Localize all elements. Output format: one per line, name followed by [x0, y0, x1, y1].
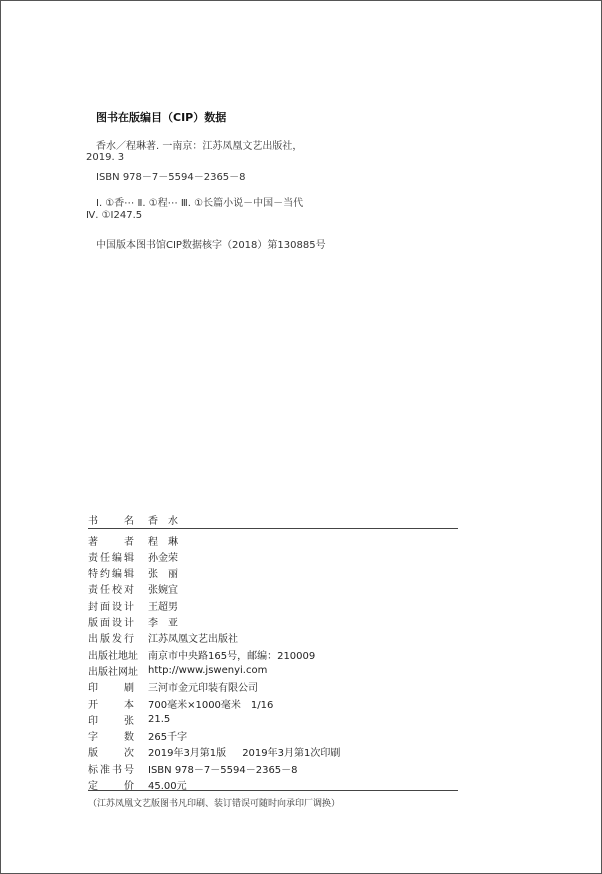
colophon-row-label: 字 数 [88, 732, 134, 744]
colophon-row [88, 581, 178, 597]
colophon-row-label: 印 张 [88, 715, 134, 727]
colophon-row-label: 著 者 [88, 536, 134, 548]
colophon-row-label: 责任编辑 [88, 552, 134, 564]
colophon-row [88, 548, 178, 564]
colophon-row-value: http://www.jswenyi.com [148, 664, 268, 676]
colophon-row-label: 特约编辑 [88, 569, 134, 581]
colophon-row-value: 江苏凤凰文艺出版社 [148, 634, 238, 646]
colophon-row [88, 695, 273, 711]
colophon-row-label: 版 次 [88, 748, 134, 760]
colophon-row [88, 532, 178, 548]
colophon-title-label: 书 名 [88, 515, 134, 527]
colophon-row-value: 王超男 [148, 601, 178, 613]
colophon-row [88, 565, 178, 581]
cip-entry-line-1: 香水／程琳著. 一南京：江苏凤凰文艺出版社， [96, 141, 303, 152]
cip-isbn: ISBN 978－7－5594－2365－8 [96, 172, 246, 183]
colophon-row [88, 760, 298, 776]
colophon-row [88, 728, 187, 744]
colophon-row-value: 265千字 [148, 732, 188, 744]
colophon-row-value: 张婉宜 [148, 585, 178, 597]
colophon-row [88, 744, 340, 760]
colophon-row-label: 定 价 [88, 781, 134, 792]
colophon-row-label: 出版发行 [88, 634, 134, 646]
colophon-row-extra: 2019年3月第1次印刷 [242, 748, 341, 760]
cip-record-number: 中国版本图书馆CIP数据核字（2018）第130885号 [96, 240, 326, 251]
colophon-row [88, 646, 315, 662]
colophon-row-value: 三河市金元印装有限公司 [148, 683, 258, 695]
cip-heading: 图书在版编目（CIP）数据 [96, 111, 227, 124]
colophon-row-value: 孙金荣 [148, 552, 178, 564]
colophon-top-divider [88, 528, 458, 529]
colophon-row [88, 662, 267, 678]
colophon-row [88, 679, 258, 695]
colophon-row-label: 封面设计 [88, 601, 134, 613]
colophon-row-value: 程 琳 [148, 536, 178, 548]
colophon-row [88, 630, 238, 646]
colophon-row-label: 印 刷 [88, 683, 134, 695]
colophon-title-value: 香 水 [148, 515, 178, 527]
colophon-row-label: 标准书号 [88, 764, 134, 776]
colophon-row-value: 45.00元 [148, 781, 187, 792]
colophon-row [88, 711, 170, 727]
cip-entry-line-2: 2019. 3 [86, 152, 125, 163]
colophon-row-label: 出版社地址 [88, 650, 138, 662]
colophon-row-label: 版面设计 [88, 618, 134, 629]
cip-classification-line-1: Ⅰ. ①香⋯ Ⅱ. ①程⋯ Ⅲ. ①长篇小说－中国－当代 [96, 198, 304, 209]
colophon-row-value: 张 丽 [148, 569, 178, 581]
colophon-row [88, 597, 178, 613]
colophon-note: （江苏凤凰文艺版图书凡印刷、装订错误可随时向承印厂调换） [88, 799, 341, 809]
colophon-row-value: 南京市中央路165号，邮编：210009 [148, 650, 316, 662]
colophon-bottom-divider [88, 790, 458, 791]
colophon-row-label: 责任校对 [88, 585, 134, 597]
colophon-row-value: 21.5 [148, 713, 171, 725]
colophon-row-value: 李 亚 [148, 618, 178, 629]
colophon-row-label: 开 本 [88, 699, 134, 711]
colophon-row-value: 700毫米×1000毫米 1/16 [148, 699, 274, 711]
colophon-title-row [88, 511, 178, 527]
colophon-row [88, 614, 178, 630]
colophon-row-value: ISBN 978－7－5594－2365－8 [148, 764, 298, 776]
cip-classification-line-2: Ⅳ. ①I247.5 [86, 210, 143, 221]
colophon-row-label: 出版社网址 [88, 666, 138, 678]
colophon-row-value: 2019年3月第1版 [148, 748, 227, 760]
